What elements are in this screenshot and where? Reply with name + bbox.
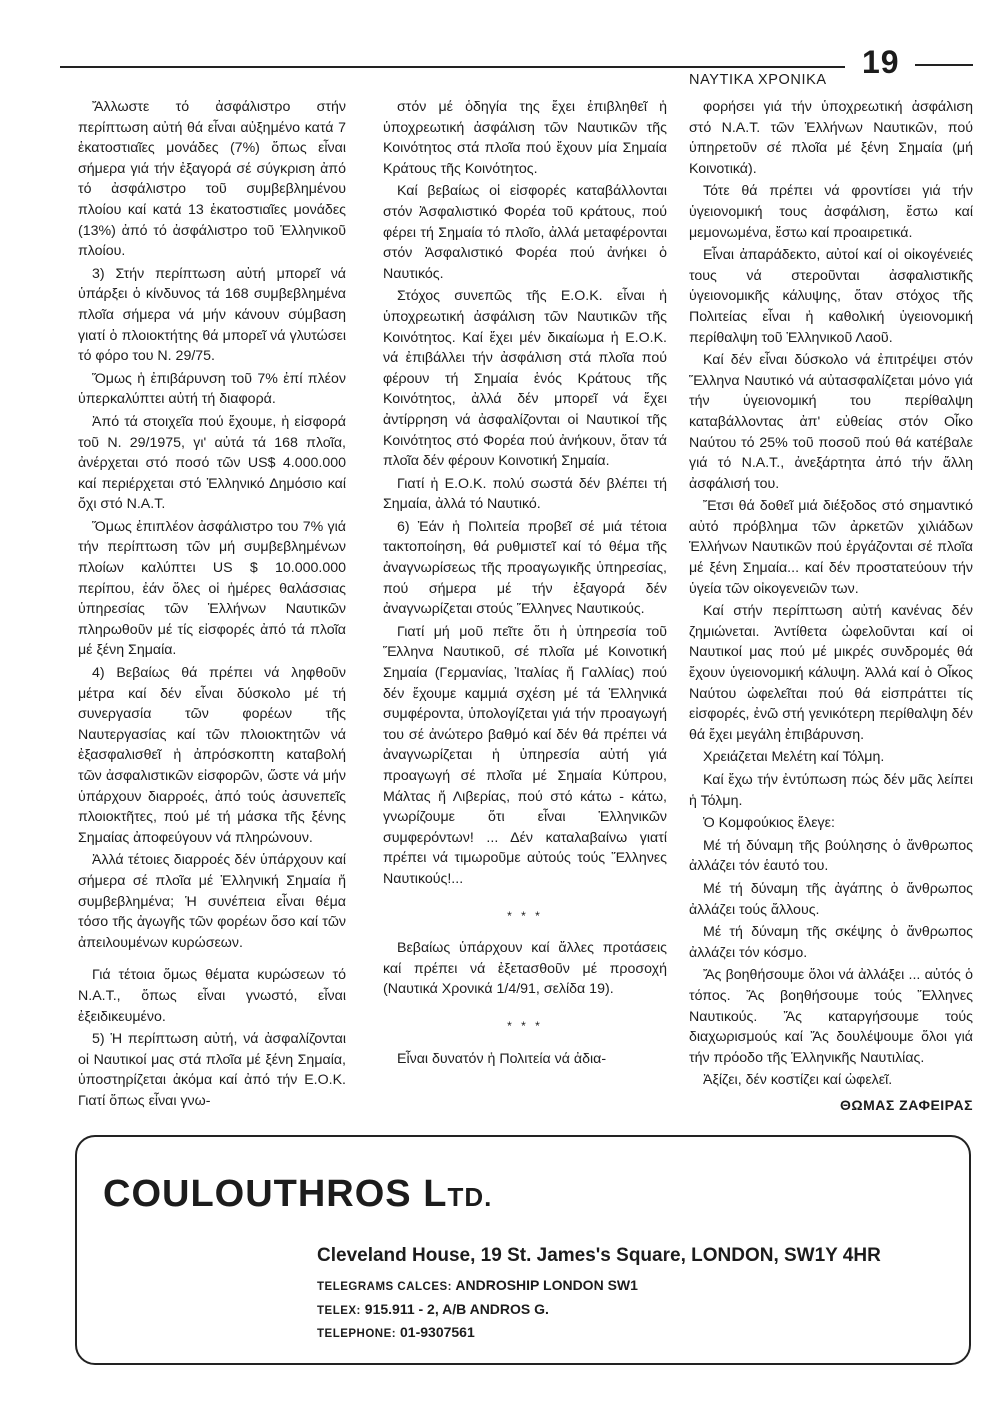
- paragraph: Βεβαίως ὑπάρχουν καί ἄλλες προτάσεις καί πρέπει νά ἐξετασθοῦν μέ προσοχή (Ναυτικά Χρονικά 1/4/91, σελίδα 19).: [383, 940, 667, 998]
- publication-title: ΝΑΥΤΙΚΑ ΧΡΟΝΙΚΑ: [689, 72, 827, 88]
- paragraph: Μέ τή δύναμη τῆς σκέψης ὁ ἄνθρωπος ἀλλάζει τόν κόσμο.: [689, 924, 973, 961]
- paragraph: στόν μέ ὁδηγία της ἔχει ἐπιβληθεῖ ἡ ὑποχρεωτική ἀσφάλιση τῶν Ναυτικῶν τῆς Κοινότητος στά πλοῖα πού ἔχουν μία Σημαία Κράτους τῆς Κοινότητος.: [383, 99, 667, 177]
- article-column-3: [689, 97, 973, 1116]
- page-number: 19: [862, 44, 900, 80]
- paragraph: Ἄλλωστε τό ἀσφάλιστρο στήν περίπτωση αὐτή θά εἶναι αὐξημένο κατά 7 ἑκατοστιαῖες μονάδες (7%) ὅπως εἶναι σήμερα γιά τήν ἐξαγορά σέ σύγκριση ἀπό τό ἀσφάλιστρο τοῦ συμβεβλημένου πλοίου καί κατά 13 ἑκατοστιαῖες μονάδες (13%) ἀπό τό ἀσφάλιστρο τοῦ Ἑλληνικοῦ πλοίου.: [78, 99, 346, 260]
- paragraph: Ὅμως ἡ ἐπιβάρυνση τοῦ 7% ἐπί πλέον ὑπερκαλύπτει αὐτή τή διαφορά.: [78, 370, 346, 408]
- paragraph: Ἄς βοηθήσουμε ὅλοι νά ἀλλάξει ... αὐτός ὁ τόπος. Ἄς βοηθήσουμε τούς Ἕλληνες Ναυτικούς. Ἄς καταργήσουμε τούς διαχωρισμούς καί Ἄς δουλέψουμε ὅλοι γιά τήν πρόοδο τῆς Ἑλληνικῆς Ναυτιλίας.: [689, 967, 973, 1066]
- paragraph: Ὁ Κομφούκιος ἔλεγε:: [703, 815, 835, 832]
- author-signature: ΘΩΜΑΣ ΖΑΦΕΙΡΑΣ: [840, 1096, 973, 1113]
- paragraph: 4) Βεβαίως θά πρέπει νά ληφθοῦν μέτρα καί δέν εἶναι δύσκολο μέ τή συνεργασία τῶν φορέων τῆς Ναυτεργασίας καί τῶν πλοιοκτητῶν νά ἐξασφαλισθεῖ ἡ ἀπρόσκοπτη καταβολή τῶν ἀσφαλιστικῶν εἰσφορῶν, ὥστε νά μήν ὑπάρχουν διαρροές, ἀπό τούς ἀσυνεπεῖς πλοιοκτῆτες, πού μέ τή μάσκα τῆς ξένης Σημαίας ἀποφεύγουν νά πληρώνουν.: [78, 665, 346, 846]
- paragraph: Τότε θά πρέπει νά φροντίσει γιά τήν ὑγειονομική τους ἀσφάλιση, ἔστω καί μεμονωμένα, ἔστω καί προαιρετικά.: [689, 183, 973, 241]
- paragraph: φορήσει γιά τήν ὑποχρεωτική ἀσφάλιση στό Ν.Α.Τ. τῶν Ἑλλήνων Ναυτικῶν, πού ὑπηρετοῦν σέ πλοῖα μέ ξένη Σημαία (μή Κοινοτικά).: [689, 99, 973, 177]
- paragraph: Καί στήν περίπτωση αὐτή κανένας δέν ζημιώνεται. Ἀντίθετα ὠφελοῦνται καί οἱ Ναυτικοί μας πού μέ μικρές συνδρομές θά ἔχουν ὑγειονομική κάλυψη. Ἀλλά καί ὁ Οἶκος Ναύτου ὠφελεῖται πού θά εἰσπράττει τίς εἰσφορές, ἐνῶ στή γενικότερη περίθαλψη δέν θά ἔχει μεγάλη ἐπιβάρυνση.: [689, 603, 973, 743]
- ad-telex-label: TELEX:: [317, 1305, 361, 1317]
- paragraph: Γιατί ἡ Ε.Ο.Κ. πολύ σωστά δέν βλέπει τή Σημαία, ἀλλά τό Ναυτικό.: [383, 475, 667, 513]
- ad-telegrams: [317, 1277, 638, 1293]
- paragraph: Καί βεβαίως οἱ εἰσφορές καταβάλλονται στόν Ἀσφαλιστικό Φορέα τοῦ κράτους, πού φέρει τή Σημαία τό πλοῖο, ἀλλά μεταφέρονται στόν Ἀσφαλιστικό Φορέα πού ἀνήκει ὁ Ναυτικός.: [383, 183, 667, 282]
- paragraph: Ἀπό τά στοιχεῖα πού ἔχουμε, ἡ εἰσφορά τοῦ Ν. 29/1975, γι' αὐτά τά 168 πλοῖα, ἀνέρχεται στό ποσό τῶν US$ 4.000.000 καί περιέρχεται στό Ἑλληνικό Δημόσιο καί ὄχι στό Ν.Α.Τ.: [78, 413, 346, 513]
- ad-telephone-label: TELEPHONE:: [317, 1328, 397, 1340]
- ad-telegrams-value: ANDROSHIP LONDON SW1: [455, 1277, 638, 1293]
- ad-company-main: COULOUTHROS L: [103, 1173, 448, 1215]
- advertisement-box: [75, 1135, 971, 1365]
- paragraph: Ἔτσι θά δοθεῖ μιά διέξοδος στό σημαντικό αὐτό πρόβλημα τῶν ἀρκετῶν χιλιάδων Ἑλλήνων Ναυτικῶν πού ἐργάζονται σέ πλοῖα μέ ξένη Σημαία... καί δέν προστατεύουν τήν ὑγεία τῶν οἰκογενειῶν των.: [689, 498, 973, 597]
- paragraph: Εἶναι δυνατόν ἡ Πολιτεία νά ἀδια-: [397, 1050, 607, 1067]
- paragraph: Μέ τή δύναμη τῆς ἀγάπης ὁ ἄνθρωπος ἀλλάζει τούς ἄλλους.: [689, 880, 973, 918]
- ad-telephone: [317, 1324, 475, 1340]
- article-column-1: [78, 97, 346, 1114]
- ad-telex-value: 915.911 - 2, A/B ANDROS G.: [364, 1301, 549, 1317]
- header-rule: [60, 66, 845, 68]
- paragraph: Ὅμως ἐπιπλέον ἀσφάλιστρο του 7% γιά τήν περίπτωση τῶν μή συμβεβλημένων πλοίων καλύπτει US $ 10.000.000 περίπου, ἐάν ὅλες οἱ ἡμέρες θαλάσσιας ὑπηρεσίας τῶν Ἑλλήνων Ναυτικῶν πληρωθοῦν μέ τίς εἰσφορές ἀπό τά πλοῖα μέ ξένη Σημαία.: [78, 518, 346, 659]
- paragraph: Γιατί μή μοῦ πεῖτε ὅτι ἡ ὑπηρεσία τοῦ Ἕλληνα Ναυτικοῦ, σέ πλοῖα μέ Κοινοτική Σημαία (Γερμανίας, Ἰταλίας ἤ Γαλλίας) πού δέν ἔχουμε καμμιά σχέση μέ τά Ἑλληνικά συμφέροντα, ὑπολογίζεται γιά τήν προαγωγή του σέ ἀνώτερο βαθμό καί δέν θά πρέπει νά ἀναγνωρίζεται ἡ ὑπηρεσία αὐτή γιά προαγωγή σέ πλοῖα μέ Σημαία Κύπρου, Μάλτας ἤ Λιβερίας, πού στό κάτω - κάτω, γνωρίζουμε ὅτι εἶναι Ἑλληνικῶν συμφερόντων! ... Δέν καταλαβαίνω γιατί πρέπει νά τιμωροῦμε αὐτούς τούς Ἕλληνες Ναυτικούς!...: [383, 623, 667, 887]
- paragraph: Ἀξίζει, δέν κοστίζει καί ὠφελεῖ.: [703, 1072, 893, 1089]
- paragraph: Στόχος συνεπῶς τῆς Ε.Ο.Κ. εἶναι ἡ ὑποχρεωτική ἀσφάλιση τῶν Ναυτικῶν τῆς Κοινότητος. Καί ἔχει μέν δικαίωμα ἡ Ε.Ο.Κ. νά ἐπιβάλλει τήν ἀσφάλιση στά πλοῖα πού φέρουν τή Σημαία ἑνός Κράτους τῆς Κοινότητος, ἀλλά δέν μπορεῖ νά ἔχει ἀντίρρηση νά ἀσφαλίζονται οἱ Ναυτικοί τῆς Κοινότητος στό Φορέα πού ἀνήκουν, ὅταν τά πλοῖα δέν φέρουν Κοινοτική Σημαία.: [383, 288, 667, 470]
- ad-company-suffix: TD.: [447, 1182, 493, 1212]
- paragraph: Γιά τέτοια ὅμως θέματα κυρώσεων τό Ν.Α.Τ., ὅπως εἶναι γνωστό, εἶναι ἐξειδικευμένο.: [78, 967, 346, 1025]
- ad-address: Cleveland House, 19 St. James's Square, LONDON, SW1Y 4HR: [317, 1245, 881, 1266]
- paragraph: 3) Στήν περίπτωση αὐτή μπορεῖ νά ὑπάρξει ὁ κίνδυνος τά 168 συμβεβλημένα πλοῖα σήμερα νά μήν κάνουν σύμβαση γιατί ὁ πλοιοκτήτης θά μπορεῖ νά γλυτώσει τό φόρο του Ν. 29/75.: [78, 265, 346, 365]
- paragraph: 6) Ἐάν ἡ Πολιτεία προβεῖ σέ μιά τέτοια τακτοποίηση, θά ρυθμιστεῖ καί τό θέμα τῆς ἀναγνωρίσεως τῆς προαγωγικῆς ὑπηρεσίας, πού σήμερα μέ τήν ἐξαγορά δέν ἀναγνωρίζεται στούς Ἕλληνες Ναυτικούς.: [383, 518, 667, 618]
- paragraph: Χρειάζεται Μελέτη καί Τόλμη.: [703, 749, 885, 766]
- ad-company-name: [103, 1173, 492, 1216]
- paragraph: Καί ἔχω τήν ἐντύπωση πώς δέν μᾶς λείπει ἡ Τόλμη.: [689, 772, 973, 809]
- paragraph: Εἶναι ἀπαράδεκτο, αὐτοί καί οἱ οἰκογένειές τους νά στεροῦνται ἀσφαλιστικῆς ὑγειονομικῆς κάλυψης, ὅταν στόχος τῆς Πολιτείας εἶναι ἡ καθολική ὑγειονομική περίθαλψη τοῦ Ἑλληνικοῦ Λαοῦ.: [689, 247, 973, 346]
- header-rule-right: [915, 64, 973, 66]
- paragraph: Μέ τή δύναμη τῆς βούλησης ὁ ἄνθρωπος ἀλλάζει τόν ἑαυτό του.: [689, 837, 973, 875]
- ad-telex: [317, 1301, 549, 1317]
- ad-telephone-value: 01-9307561: [400, 1324, 475, 1340]
- section-separator: * * *: [507, 908, 543, 923]
- ad-telegrams-label: TELEGRAMS CALCES:: [317, 1281, 452, 1293]
- section-separator: * * *: [507, 1018, 543, 1033]
- paragraph: Ἀλλά τέτοιες διαρροές δέν ὑπάρχουν καί σήμερα σέ πλοῖα μέ Ἑλληνική Σημαία ἤ συμβεβλημένα; Ἡ συνέπεια εἶναι θέμα τόσο τῆς ἀγωγῆς τῶν φορέων ὅσο καί τῶν ἀπειλουμένων κυρώσεων.: [78, 852, 346, 951]
- paragraph: 5) Ἡ περίπτωση αὐτή, νά ἀσφαλίζονται οἱ Ναυτικοί μας στά πλοῖα μέ ξένη Σημαία, ὑποστηρίζεται ἀκόμα καί ἀπό τήν Ε.Ο.Κ. Γιατί ὅπως εἶναι γνω-: [78, 1031, 346, 1109]
- paragraph: Καί δέν εἶναι δύσκολο νά ἐπιτρέψει στόν Ἕλληνα Ναυτικό νά αὐτασφαλίζεται μόνο γιά τήν ὑγειονομική του περίθαλψη καταβάλλοντας ἀπ' εὐθείας στόν Οἶκο Ναύτου τό 25% τοῦ ποσοῦ πού θά κατέβαλε γιά τό Ν.Α.Τ., ἀνεξάρτητα ἀπό τήν ἄλλη ἀσφάλισή του.: [689, 352, 973, 492]
- article-column-2: [383, 97, 667, 1071]
